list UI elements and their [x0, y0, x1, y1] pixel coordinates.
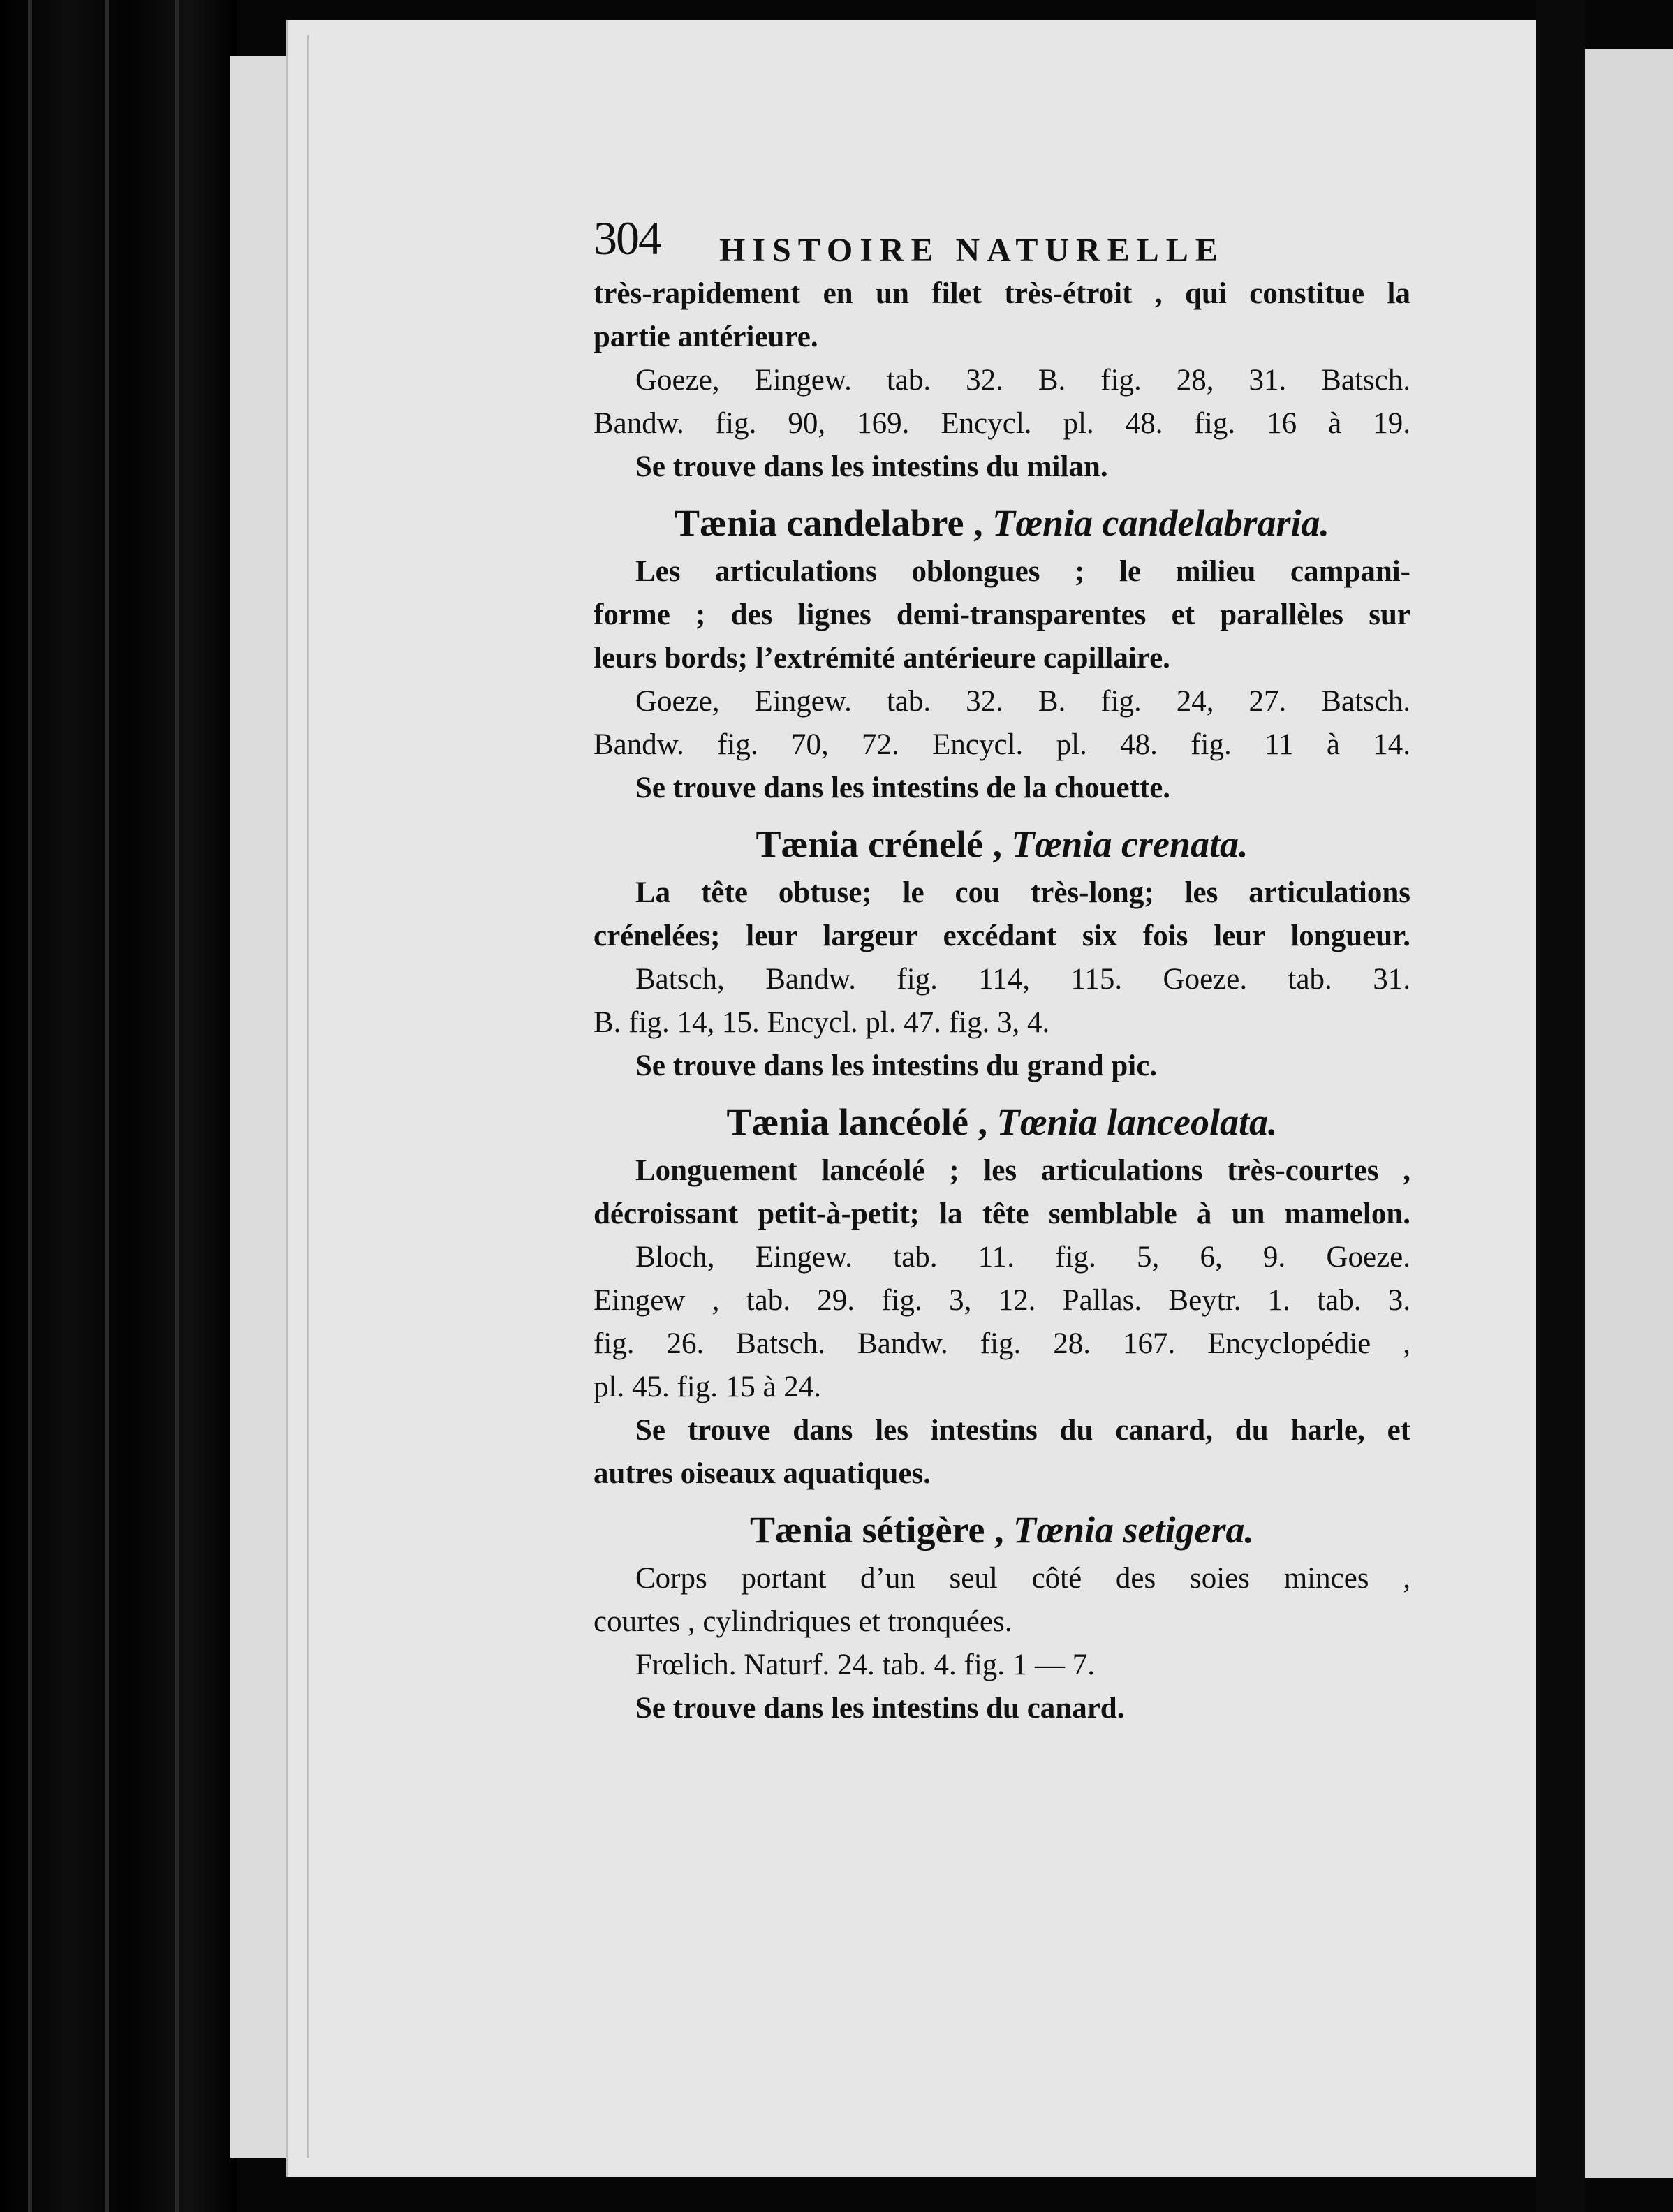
species-name-french: Tænia crénelé ,	[756, 823, 1012, 865]
book-binding	[0, 0, 237, 2212]
text-line: Bloch, Eingew. tab. 11. fig. 5, 6, 9. Goeze.	[635, 1241, 1410, 1274]
text-line: Frœlich. Naturf. 24. tab. 4. fig. 1 — 7.	[635, 1649, 1096, 1681]
text-line: crénelées; leur largeur excédant six fois leur longueur.	[594, 920, 1410, 952]
species-sections	[594, 501, 1410, 1730]
running-title: HISTOIRE NATURELLE	[719, 232, 1225, 269]
text-line: Eingew , tab. 29. fig. 3, 12. Pallas. Beytr. 1. tab. 3.	[594, 1284, 1410, 1317]
text-line: Se trouve dans les intestins du grand pic.	[635, 1049, 1158, 1082]
text-line: Les articulations oblongues ; le milieu campani-	[635, 555, 1410, 588]
text-line: Bandw. fig. 90, 169. Encycl. pl. 48. fig. 16 à 19.	[594, 407, 1410, 440]
text-line: courtes , cylindriques et tronquées.	[594, 1605, 1012, 1638]
species-name-french: Tænia candelabre ,	[674, 502, 992, 544]
species-heading	[594, 1100, 1410, 1144]
next-page-edge	[1585, 49, 1673, 2178]
species-heading	[594, 823, 1410, 866]
text-line: B. fig. 14, 15. Encycl. pl. 47. fig. 3, 4.	[594, 1006, 1050, 1039]
binding-shadow	[105, 0, 109, 2212]
text-line: Bandw. fig. 70, 72. Encycl. pl. 48. fig. 11 à 14.	[594, 728, 1410, 761]
text-line: Se trouve dans les intestins de la chouette.	[635, 772, 1171, 804]
text-line: fig. 26. Batsch. Bandw. fig. 28. 167. Encyclopédie ,	[594, 1327, 1410, 1360]
text-line: Longuement lancéolé ; les articulations très-courtes ,	[635, 1154, 1410, 1187]
species-name-latin: Tœnia crenata.	[1011, 823, 1248, 865]
page-fold-line	[307, 35, 309, 2158]
text-line: forme ; des lignes demi-transparentes et parallèles sur	[594, 598, 1410, 631]
binding-shadow	[175, 0, 179, 2212]
running-header	[594, 202, 1410, 272]
binding-shadow	[28, 0, 32, 2212]
text-line: Se trouve dans les intestins du canard, du harle, et	[635, 1414, 1410, 1447]
page-gap	[1536, 0, 1585, 2212]
text-line: autres oiseaux aquatiques.	[594, 1457, 931, 1490]
intro-paragraph	[594, 272, 1410, 489]
text-line: Corps portant d’un seul côté des soies minces ,	[635, 1562, 1410, 1595]
species-name-latin: Tœnia setigera.	[1012, 1509, 1254, 1551]
species-heading	[594, 501, 1410, 545]
text-line: Goeze, Eingew. tab. 32. B. fig. 28, 31. Batsch.	[635, 364, 1410, 397]
text-line: pl. 45. fig. 15 à 24.	[594, 1371, 822, 1403]
text-line: leurs bords; l’extrémité antérieure capillaire.	[594, 642, 1170, 674]
species-name-french: Tænia lancéolé ,	[726, 1101, 997, 1143]
text-line: La tête obtuse; le cou très-long; les articulations	[635, 876, 1410, 909]
page-text	[594, 202, 1410, 1730]
page-number: 304	[594, 212, 661, 265]
text-line: Goeze, Eingew. tab. 32. B. fig. 24, 27. Batsch.	[635, 685, 1410, 718]
text-line: Se trouve dans les intestins du canard.	[635, 1692, 1125, 1725]
text-line: décroissant petit-à-petit; la tête semblable à un mamelon.	[594, 1197, 1410, 1230]
text-line: Batsch, Bandw. fig. 114, 115. Goeze. tab. 31.	[635, 963, 1410, 996]
species-name-latin: Tœnia lanceolata.	[996, 1101, 1278, 1143]
species-name-french: Tænia sétigère ,	[750, 1509, 1013, 1551]
text-line: Se trouve dans les intestins du milan.	[635, 450, 1108, 483]
text-line: très-rapidement en un filet très-étroit , qui constitue la	[594, 277, 1410, 310]
species-name-latin: Tœnia candelabraria.	[992, 502, 1330, 544]
species-heading	[594, 1508, 1410, 1551]
text-line: partie antérieure.	[594, 320, 818, 353]
